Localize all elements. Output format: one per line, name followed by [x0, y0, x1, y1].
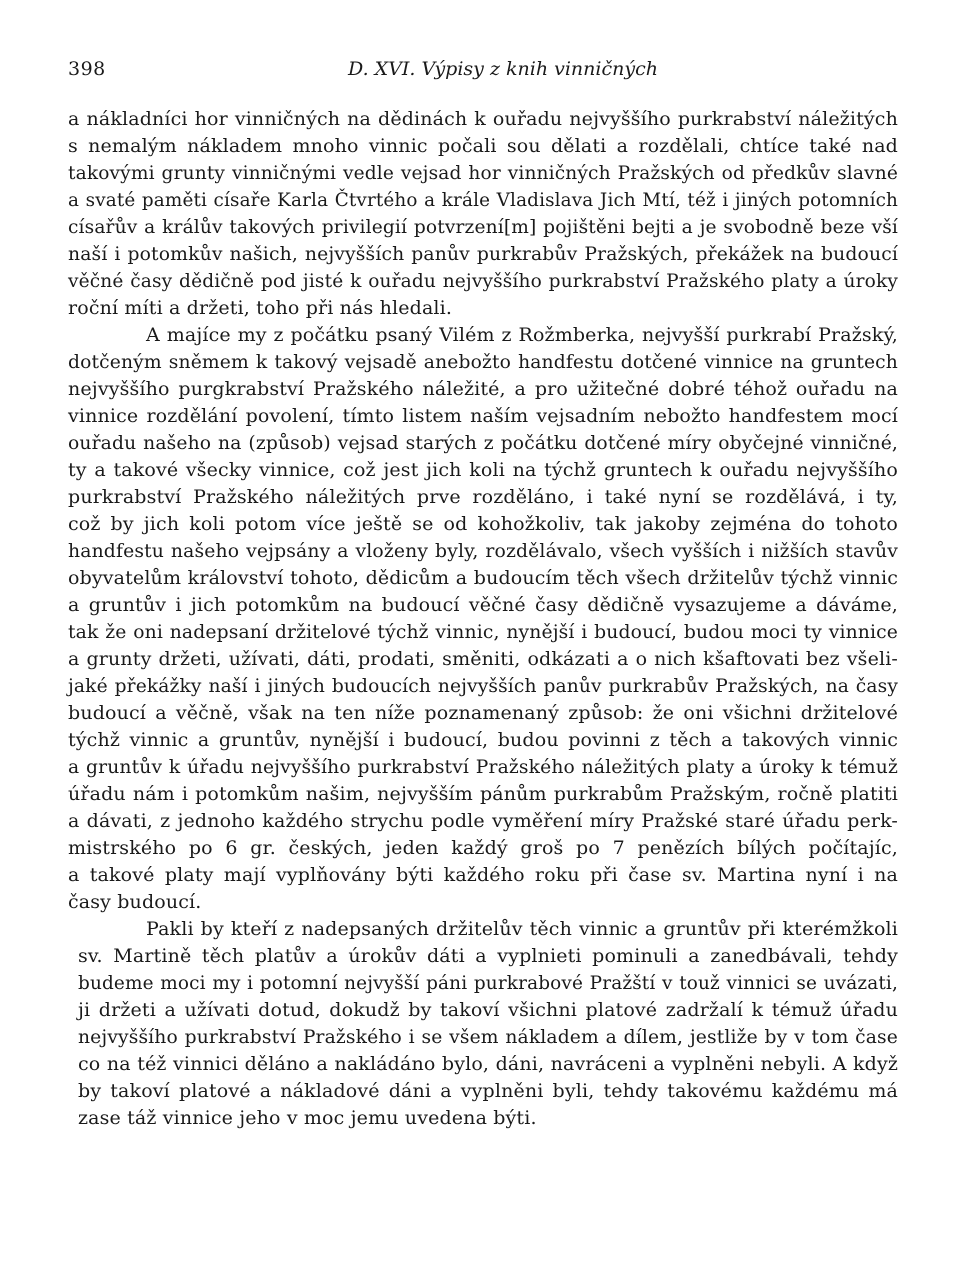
- text-line: ji držeti a užívati dotud, dokudž by takoví všichni platové zadržalí k témuž úřadu: [78, 999, 898, 1021]
- text-line: obyvatelům království tohoto, dědicům a budoucím těch všech držitelův týchž vinnic: [68, 567, 898, 589]
- text-line: s nemalým nákladem mnoho vinnic počali sou dělati a rozdělali, chtíce také nad: [68, 135, 898, 157]
- text-line: tak že oni nadepsaní držitelové týchž vinnic, nynější i budoucí, budou moci ty vinnice: [68, 622, 898, 643]
- running-title: D. XVI. Výpisy z knih vinničných: [348, 58, 658, 80]
- text-line: nejvyššího purgkrabství Pražského náležité, a pro užitečné dobré téhož ouřadu na: [68, 378, 898, 400]
- text-line: dotčeným sněmem k takový vejsadě anebožto handfestu dotčené vinnice na gruntech: [68, 352, 898, 373]
- body-text: [68, 106, 898, 1132]
- text-line: budeme moci my i potomní nejvyšší páni purkrabové Pražští v touž vinnici se uvázati,: [78, 973, 898, 994]
- text-line: mistrského po 6 gr. českých, jeden každý groš po 7 penězích bílých počítajíc,: [68, 837, 898, 859]
- text-line: sv. Martině těch platův a úrokův dáti a vyplnieti pominuli a zanedbávali, tehdy: [78, 945, 898, 967]
- text-line: vinnice rozdělání povolení, tímto listem naším vejsadním nebožto handfestem mocí: [68, 405, 898, 427]
- text-line: zase táž vinnice jeho v moc jemu uvedena býti.: [78, 1107, 537, 1129]
- text-line: věčné časy dědičně pod jisté k ouřadu nejvyššího purkrabství Pražského platy a úroky: [68, 271, 898, 292]
- paragraph: [68, 916, 898, 1132]
- page-number: 398: [68, 58, 106, 80]
- paragraph: [68, 322, 898, 916]
- text-line: Pakli by kteří z nadepsaných držitelův těch vinnic a gruntův při kterémžkoli: [146, 918, 898, 940]
- text-line: co na též vinnici děláno a nakládáno bylo, dáni, navráceni a vyplněni nebyli. A když: [78, 1053, 898, 1075]
- text-line: a dávati, z jednoho každého strychu podle vyměření míry Pražské staré úřadu perk-: [68, 810, 898, 832]
- text-line: handfestu našeho vejpsány a vloženy byly, rozdělávalo, všech vyšších i nižších stavův: [68, 541, 898, 562]
- running-head: [68, 52, 898, 92]
- text-line: což by jich koli potom více ještě se od kohožkoliv, tak jakoby zejména do tohoto: [68, 513, 898, 535]
- text-line: jaké překážky naší i jiných budoucích nejvyšších panův purkrabův Pražských, na časy: [68, 676, 898, 697]
- paragraph: [68, 106, 898, 322]
- text-line: a grunty držeti, užívati, dáti, prodati, směniti, odkázati a o nich kšaftovati bez všeli-: [68, 648, 898, 670]
- text-line: a nákladníci hor vinničných na dědinách k ouřadu nejvyššího purkrabství náležitých: [68, 108, 898, 130]
- text-line: takovými grunty vinničnými vedle vejsad hor vinničných Pražských od předkův slavné: [68, 163, 898, 184]
- text-line: purkrabství Pražského náležitých prve rozděláno, i také nyní se rozdělává, i ty,: [68, 486, 898, 508]
- text-line: a takové platy mají vyplňovány býti každého roku při čase sv. Martina nyní i na: [68, 864, 898, 886]
- text-line: týchž vinnic a gruntův, nynější i budoucí, budou povinni z těch a takových vinnic: [68, 729, 898, 751]
- text-line: úřadu nám i potomkům našim, nejvyšším pánům purkrabům Pražským, ročně platiti: [68, 783, 898, 805]
- book-page: [68, 52, 898, 1132]
- text-line: časy budoucí.: [68, 891, 202, 913]
- text-line: naší i potomkův našich, nejvyšších panův purkrabův Pražských, překážek na budoucí: [68, 244, 898, 265]
- text-line: A majíce my z počátku psaný Vilém z Rožmberka, nejvyšší purkrabí Pražský,: [146, 324, 898, 346]
- text-line: nejvyššího purkrabství Pražského i se všem nákladem a dílem, jestliže by v tom čase: [78, 1027, 898, 1048]
- text-line: ouřadu našeho na (způsob) vejsad starých z počátku dotčené míry obyčejné vinničné,: [68, 433, 898, 454]
- text-line: a gruntův i jich potomkům na budoucí věčné časy dědičně vysazujeme a dáváme,: [68, 594, 898, 616]
- text-line: a gruntův k úřadu nejvyššího purkrabství Pražského náležitých platy a úroky k témuž: [68, 757, 898, 778]
- text-line: budoucí a věčně, však na ten níže poznamenaný způsob: že oni všichni držitelové: [68, 702, 898, 724]
- text-line: ty a takové všecky vinnice, což jest jich koli na týchž gruntech k ouřadu nejvyššího: [68, 459, 898, 481]
- text-line: roční míti a držeti, toho při nás hledali.: [68, 297, 453, 319]
- text-line: císařův a králův takových privilegií potvrzení[m] pojištěni bejti a je svobodně beze vší: [68, 217, 898, 238]
- text-line: by takoví platové a nákladové dáni a vyplněni byli, tehdy takovému každému má: [78, 1080, 898, 1102]
- text-line: a svaté paměti císaře Karla Čtvrtého a krále Vladislava Jich Mtí, též i jiných potomních: [68, 190, 898, 211]
